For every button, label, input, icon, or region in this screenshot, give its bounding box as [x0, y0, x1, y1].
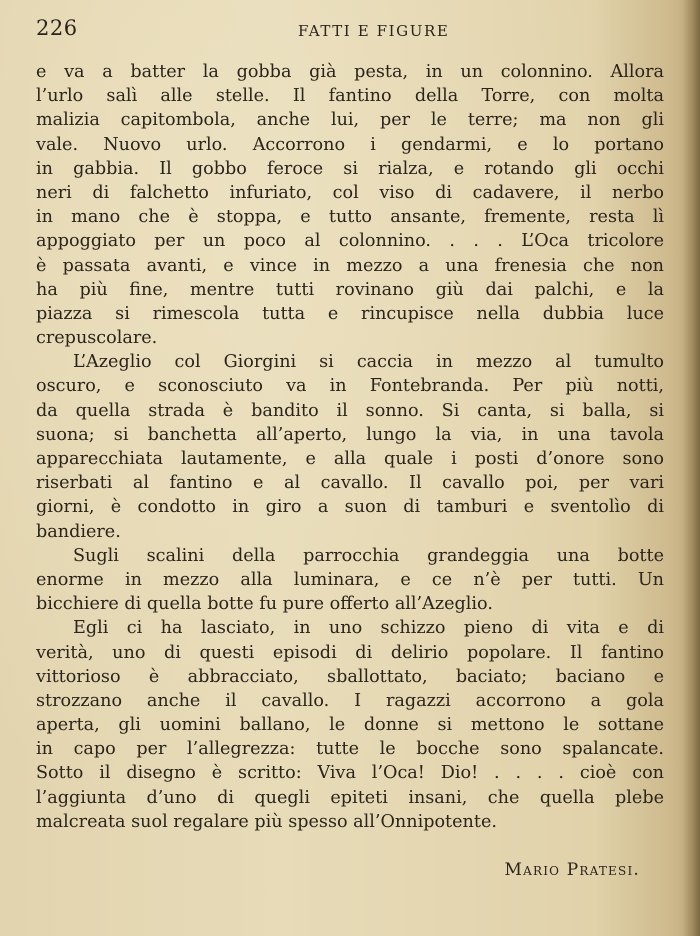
text-line: Sugli scalini della parrocchia grandeggia una botte [73, 545, 664, 566]
text-line: apparecchiata lautamente, e alla quale i posti d’onore sono [36, 449, 664, 469]
text-line: vittorioso è abbracciato, sballottato, baciato; baciano e [36, 666, 664, 687]
text-line: da quella strada è bandito il sonno. Si canta, si balla, si [36, 400, 664, 421]
text-line: in mano che è stoppa, e tutto ansante, fremente, resta lì [36, 207, 664, 228]
running-title: FATTI E FIGURE [298, 22, 450, 40]
text-line: e va a batter la gobba già pesta, in un colonnino. Allora [36, 62, 664, 82]
page-header [36, 16, 664, 42]
text-line: ha più fine, mentre tutti rovinano giù dai palchi, e la [36, 279, 664, 300]
text-line: aperta, gli uomini ballano, le donne si mettono le sottane [36, 715, 664, 736]
text-line: è passata avanti, e vince in mezzo a una frenesia che non [36, 255, 664, 276]
text-line: Egli ci ha lasciato, in uno schizzo pieno di vita e di [73, 618, 664, 639]
text-line: riserbati al fantino e al cavallo. Il cavallo poi, per vari [36, 473, 664, 494]
body-text [36, 60, 664, 834]
text-line: verità, uno di questi episodi di delirio popolare. Il fantino [36, 642, 664, 663]
text-line: bandiere. [36, 521, 121, 542]
text-line: malizia capitombola, anche lui, per le terre; ma non gli [36, 110, 664, 131]
text-line: strozzano anche il cavallo. I ragazzi accorrono a gola [36, 690, 664, 711]
text-line: oscuro, e sconosciuto va in Fontebranda. Per più notti, [36, 376, 664, 397]
text-line: piazza si rimescola tutta e rincupisce nella dubbia luce [36, 303, 664, 324]
text-line: suona; si banchetta all’aperto, lungo la via, in una tavola [36, 424, 664, 445]
text-line: l’aggiunta d’uno di quegli epiteti insani, che quella plebe [36, 787, 664, 808]
text-line: giorni, è condotto in giro a suon di tamburi e sventolìo di [36, 497, 664, 518]
text-line: appoggiato per un poco al colonnino. . . . L’Oca tricolore [36, 231, 664, 252]
text-line: crepuscolare. [36, 328, 158, 349]
text-line: vale. Nuovo urlo. Accorrono i gendarmi, e lo portano [36, 134, 664, 155]
text-line: l’urlo salì alle stelle. Il fantino della Torre, con molta [36, 86, 664, 107]
page-gutter-shadow [682, 0, 700, 936]
text-line: in gabbia. Il gobbo feroce si rialza, e rotando gli occhi [36, 158, 664, 179]
text-line: neri di falchetto infuriato, col viso di cadavere, il nerbo [36, 182, 664, 203]
page-number: 226 [36, 16, 78, 40]
author-signature: Mario Pratesi. [504, 860, 640, 880]
text-line: malcreata suol regalare più spesso all’Onnipotente. [36, 811, 497, 832]
text-line: enorme in mezzo alla luminara, e ce n’è per tutti. Un [36, 569, 664, 590]
text-line: L’Azeglio col Giorgini si caccia in mezzo al tumulto [73, 352, 664, 373]
text-line: Sotto il disegno è scritto: Viva l’Oca! Dio! . . . . cioè con [36, 763, 664, 784]
text-line: in capo per l’allegrezza: tutte le bocche sono spalancate. [36, 739, 664, 760]
text-line: bicchiere di quella botte fu pure offerto all’Azeglio. [36, 594, 493, 615]
